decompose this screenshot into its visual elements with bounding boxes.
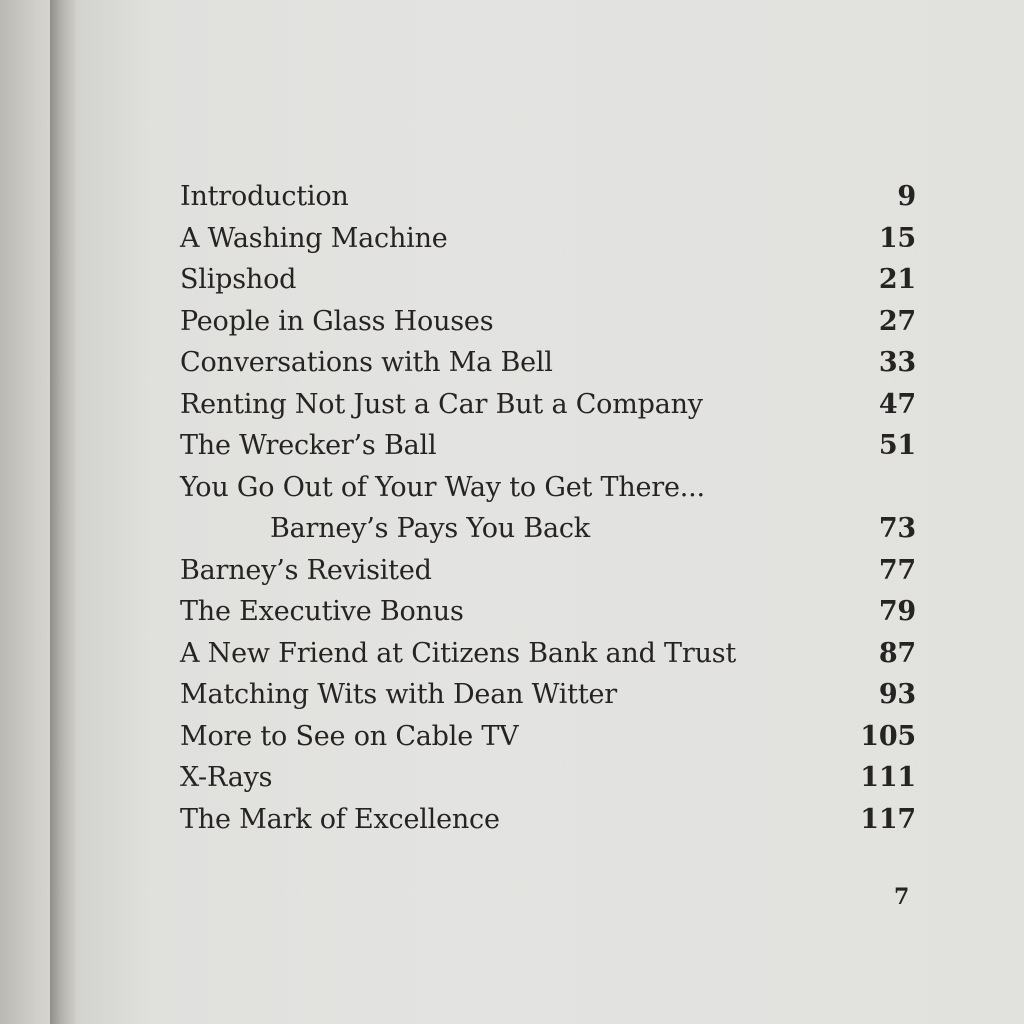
toc-entry-page: 79: [878, 596, 916, 627]
toc-entry-page: 77: [878, 554, 916, 586]
toc-entry-title: X-Rays: [180, 762, 273, 793]
toc-entry-title: Conversations with Ma Bell: [180, 347, 553, 378]
toc-entry-title: Introduction: [180, 181, 349, 212]
toc-entry-title: The Executive Bonus: [180, 596, 464, 627]
toc-entry-page: 111: [860, 762, 916, 793]
toc-entry-page: 27: [878, 305, 916, 337]
toc-entry: [180, 176, 916, 218]
toc-entry-title: More to See on Cable TV: [180, 720, 519, 752]
toc-entry: [180, 550, 916, 592]
toc-entry: [180, 384, 916, 426]
toc-entry-page: 15: [878, 222, 916, 254]
toc-entry-title: People in Glass Houses: [180, 305, 494, 337]
page-number: 7: [894, 884, 910, 910]
toc-entry: [180, 467, 916, 550]
toc-entry-page: 93: [878, 679, 916, 710]
toc-entry-title-line: You Go Out of Your Way to Get There...: [180, 471, 705, 503]
toc-entry-page: 73: [878, 513, 916, 544]
table-of-contents: [180, 176, 916, 840]
toc-entry: [180, 757, 916, 799]
toc-entry-page: 9: [897, 181, 916, 212]
toc-entry-title: The Wrecker’s Ball: [180, 430, 437, 461]
toc-entry: [180, 218, 916, 260]
toc-entry: [180, 716, 916, 758]
toc-entry-title: Slipshod: [180, 264, 297, 295]
toc-entry-page: 117: [860, 803, 916, 835]
toc-entry-page: 105: [860, 720, 916, 752]
toc-entry-page: 21: [878, 264, 916, 295]
toc-entry-title: Barney’s Revisited: [180, 554, 432, 586]
toc-entry: [180, 425, 916, 467]
book-gutter: [50, 0, 76, 1024]
toc-entry: [180, 633, 916, 675]
toc-entry-title-continuation: Barney’s Pays You Back: [270, 513, 590, 544]
toc-entry-page: 33: [878, 347, 916, 378]
toc-entry-title: Renting Not Just a Car But a Company: [180, 388, 703, 420]
toc-entry-title: The Mark of Excellence: [180, 803, 500, 835]
toc-entry: [180, 674, 916, 716]
toc-entry: [180, 259, 916, 301]
toc-entry-title: A Washing Machine: [180, 222, 448, 254]
toc-entry-page: 87: [878, 637, 916, 669]
toc-entry: [180, 342, 916, 384]
toc-entry: [180, 799, 916, 841]
toc-entry-page: 47: [878, 388, 916, 420]
toc-entry-title: [180, 467, 916, 550]
toc-entry: [180, 591, 916, 633]
toc-entry: [180, 301, 916, 343]
facing-page: [0, 0, 50, 1024]
toc-entry-title: Matching Wits with Dean Witter: [180, 679, 617, 710]
toc-entry-title: A New Friend at Citizens Bank and Trust: [180, 637, 737, 669]
toc-entry-page: 51: [878, 430, 916, 461]
